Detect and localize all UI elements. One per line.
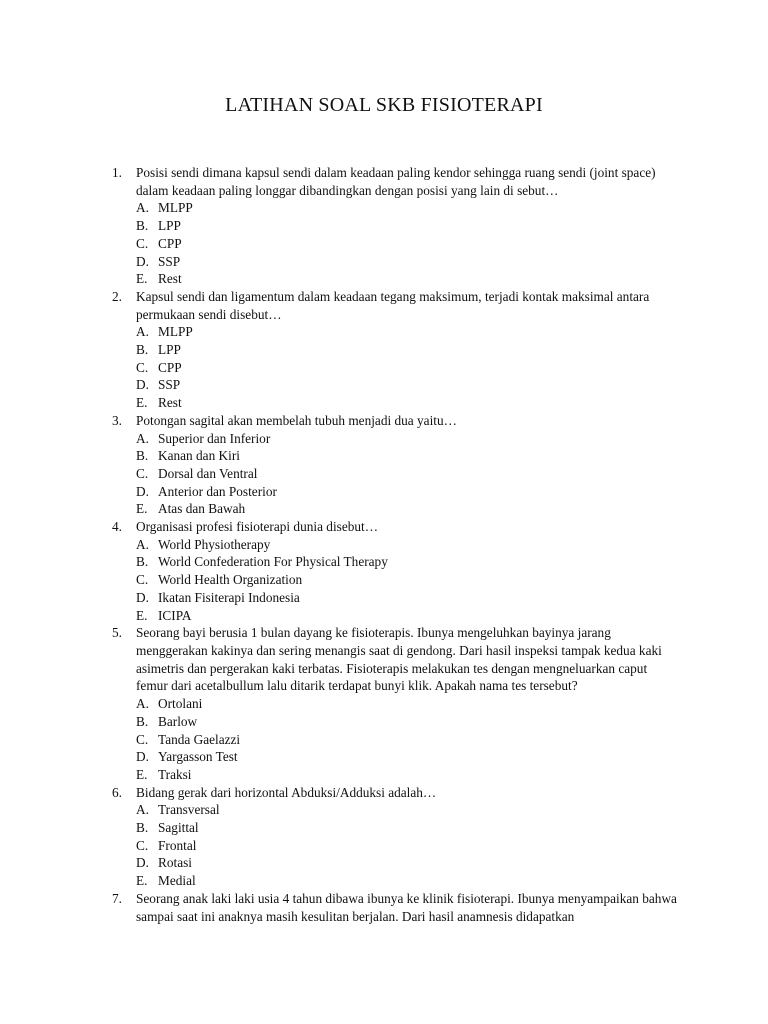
option-letter: D. (136, 483, 149, 499)
answer-option (136, 854, 682, 872)
question-text: Kapsul sendi dan ligamentum dalam keadaan tegang maksimum, terjadi kontak maksimal antara permukaan sendi disebut… (136, 288, 650, 322)
answer-option (136, 217, 682, 235)
option-letter: E. (136, 607, 148, 623)
answer-option (136, 359, 682, 377)
option-letter: A. (136, 696, 149, 712)
question-item (112, 412, 682, 518)
question-list (112, 164, 682, 925)
option-text: Ortolani (158, 696, 203, 712)
option-letter: C. (136, 359, 149, 375)
question-number: 3. (112, 412, 122, 428)
option-letter: A. (136, 536, 149, 552)
option-text: Traksi (158, 766, 192, 782)
option-list (136, 695, 682, 784)
option-letter: B. (136, 713, 149, 729)
answer-option (136, 801, 682, 819)
option-letter: D. (136, 377, 149, 393)
option-list (136, 430, 682, 519)
option-letter: D. (136, 589, 149, 605)
question-text: Potongan sagital akan membelah tubuh menjadi dua yaitu… (136, 412, 457, 428)
option-letter: B. (136, 342, 149, 358)
answer-option (136, 571, 682, 589)
answer-option (136, 731, 682, 749)
option-text: Medial (158, 873, 196, 889)
option-text: LPP (158, 342, 181, 358)
option-letter: B. (136, 820, 149, 836)
answer-option (136, 430, 682, 448)
option-text: Rotasi (158, 855, 192, 871)
option-letter: E. (136, 873, 148, 889)
option-letter: A. (136, 200, 149, 216)
question-number: 7. (112, 890, 122, 906)
answer-option (136, 553, 682, 571)
answer-option (136, 270, 682, 288)
option-text: World Health Organization (158, 572, 303, 588)
answer-option (136, 536, 682, 554)
question-text: Seorang bayi berusia 1 bulan dayang ke fisioterapis. Ibunya mengeluhkan bayinya jarang menggerakan kakinya dan sering menangis saat di gendong. Dari hasil inspeksi tampak kedua kaki asimetris dan pergerakan kaki terbatas. Fisioterapis melakukan tes dengan mengneluarkan caput femur dari acetalbullum lalu ditarik terdapat bunyi klik. Apakah nama tes tersebut? (136, 625, 662, 694)
option-text: CPP (158, 235, 182, 251)
answer-option (136, 323, 682, 341)
option-list (136, 801, 682, 890)
answer-option (136, 607, 682, 625)
option-text: Kanan dan Kiri (158, 448, 240, 464)
option-text: CPP (158, 359, 182, 375)
option-letter: D. (136, 253, 149, 269)
option-text: World Physiotherapy (158, 536, 271, 552)
answer-option (136, 589, 682, 607)
answer-option (136, 199, 682, 217)
option-letter: E. (136, 271, 148, 287)
question-item (112, 624, 682, 783)
answer-option (136, 235, 682, 253)
question-text: Seorang anak laki laki usia 4 tahun dibawa ibunya ke klinik fisioterapi. Ibunya menyampaikan bahwa sampai saat ini anaknya masih kesulitan berjalan. Dari hasil anamnesis didapatkan (136, 890, 677, 924)
question-number: 5. (112, 625, 122, 641)
answer-option (136, 253, 682, 271)
answer-option (136, 872, 682, 890)
option-letter: C. (136, 837, 149, 853)
question-number: 6. (112, 784, 122, 800)
question-number: 1. (112, 165, 122, 180)
option-letter: D. (136, 855, 149, 871)
answer-option (136, 695, 682, 713)
answer-option (136, 713, 682, 731)
option-text: World Confederation For Physical Therapy (158, 554, 388, 570)
option-text: Atas dan Bawah (158, 501, 246, 517)
option-text: Sagittal (158, 820, 199, 836)
answer-option (136, 341, 682, 359)
question-item (112, 164, 682, 288)
option-letter: D. (136, 749, 149, 765)
question-item (112, 890, 682, 925)
option-letter: C. (136, 235, 149, 251)
option-letter: A. (136, 430, 149, 446)
option-text: SSP (158, 377, 181, 393)
option-list (136, 536, 682, 625)
answer-option (136, 500, 682, 518)
option-letter: C. (136, 731, 149, 747)
question-number: 4. (112, 519, 122, 535)
question-item (112, 518, 682, 624)
question-text: Bidang gerak dari horizontal Abduksi/Adduksi adalah… (136, 784, 437, 800)
question-text: Organisasi profesi fisioterapi dunia disebut… (136, 519, 379, 535)
option-text: SSP (158, 253, 181, 269)
option-text: Frontal (158, 837, 197, 853)
question-number: 2. (112, 288, 122, 304)
option-text: Yargasson Test (158, 749, 238, 765)
answer-option (136, 447, 682, 465)
option-letter: B. (136, 448, 149, 464)
option-list (136, 199, 682, 288)
option-text: Tanda Gaelazzi (158, 731, 241, 747)
answer-option (136, 766, 682, 784)
option-text: MLPP (158, 200, 193, 216)
option-text: Rest (158, 395, 182, 411)
document-title: LATIHAN SOAL SKB FISIOTERAPI (225, 94, 543, 116)
answer-option (136, 465, 682, 483)
option-letter: C. (136, 465, 149, 481)
question-item (112, 288, 682, 412)
answer-option (136, 483, 682, 501)
option-letter: B. (136, 554, 149, 570)
option-text: LPP (158, 218, 181, 234)
option-letter: A. (136, 802, 149, 818)
option-text: Dorsal dan Ventral (158, 465, 258, 481)
option-text: Transversal (158, 802, 220, 818)
answer-option (136, 748, 682, 766)
option-letter: C. (136, 572, 149, 588)
option-text: Rest (158, 271, 182, 287)
option-text: Superior dan Inferior (158, 430, 271, 446)
option-text: ICIPA (158, 607, 192, 623)
option-text: Anterior dan Posterior (158, 483, 277, 499)
question-text: Posisi sendi dimana kapsul sendi dalam keadaan paling kendor sehingga ruang sendi (joint space) dalam keadaan paling longgar dibandingkan dengan posisi yang lain di sebut… (136, 165, 656, 198)
option-text: MLPP (158, 324, 193, 340)
answer-option (136, 376, 682, 394)
answer-option (136, 819, 682, 837)
answer-option (136, 394, 682, 412)
option-text: Ikatan Fisiterapi Indonesia (158, 589, 300, 605)
option-letter: E. (136, 501, 148, 517)
option-list (136, 323, 682, 412)
option-letter: E. (136, 395, 148, 411)
option-text: Barlow (158, 713, 198, 729)
option-letter: E. (136, 766, 148, 782)
option-letter: A. (136, 324, 149, 340)
answer-option (136, 837, 682, 855)
question-item (112, 784, 682, 890)
option-letter: B. (136, 218, 149, 234)
